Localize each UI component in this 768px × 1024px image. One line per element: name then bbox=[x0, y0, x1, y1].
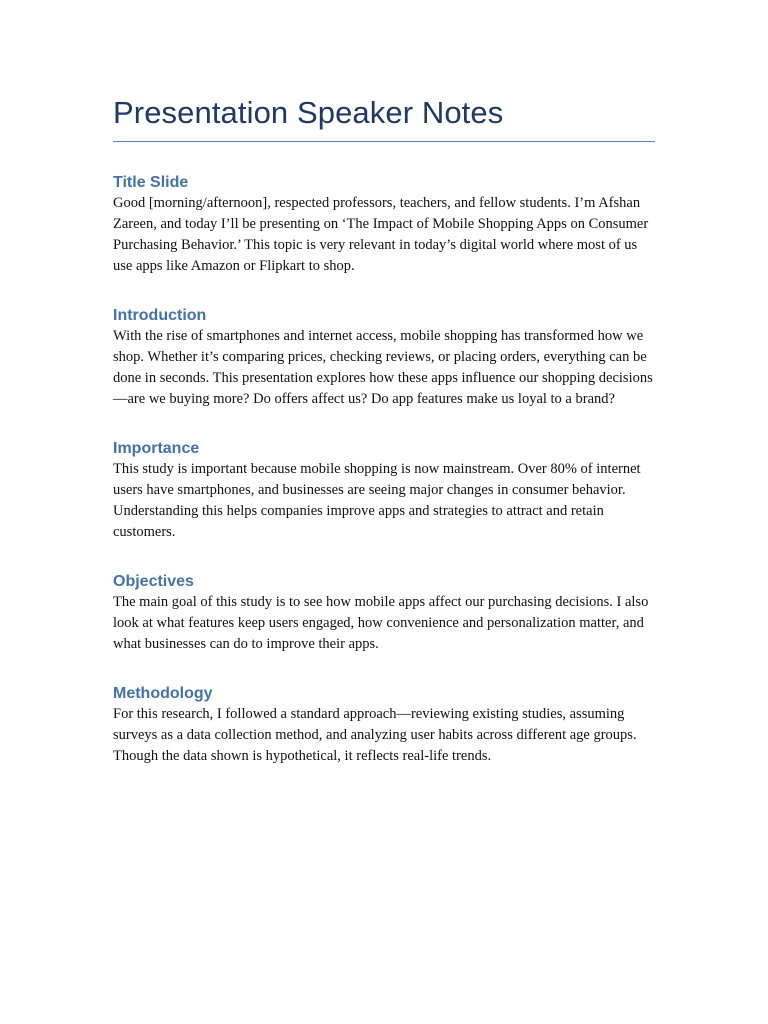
section-body: The main goal of this study is to see how mobile apps affect our purchasing decisions. I also look at what features keep users engaged, how convenience and personalization matter, and what businesses can do to improve their apps. bbox=[113, 594, 649, 652]
section-heading: Introduction bbox=[113, 307, 207, 324]
section-objectives bbox=[113, 572, 655, 655]
section-title-slide bbox=[113, 173, 655, 277]
section-methodology bbox=[113, 684, 655, 767]
section-body: Good [morning/afternoon], respected professors, teachers, and fellow students. I’m Afshan Zareen, and today I’ll be presenting on ‘The Impact of Mobile Shopping Apps on Consumer Purchasing Behavior.’ This topic is very relevant in today’s digital world where most of us use apps like Amazon or Flipkart to shop. bbox=[113, 195, 649, 274]
document-content bbox=[113, 92, 655, 767]
section-body: This study is important because mobile shopping is now mainstream. Over 80% of internet users have smartphones, and businesses are seeing major changes in consumer behavior. Understanding this helps companies improve apps and strategies to attract and retain customers. bbox=[113, 461, 641, 540]
section-body: For this research, I followed a standard approach—reviewing existing studies, assuming surveys as a data collection method, and analyzing user habits across different age groups. Though the data shown is hypothetical, it reflects real-life trends. bbox=[113, 706, 637, 764]
section-heading: Importance bbox=[113, 440, 200, 457]
section-heading: Objectives bbox=[113, 573, 194, 590]
section-heading: Title Slide bbox=[113, 174, 189, 191]
section-introduction bbox=[113, 306, 655, 410]
section-body: With the rise of smartphones and internet access, mobile shopping has transformed how we shop. Whether it’s comparing prices, checking reviews, or placing orders, everything can be done in seconds. This presentation explores how these apps influence our shopping decisions—are we buying more? Do offers affect us? Do app features make us loyal to a brand? bbox=[113, 328, 653, 407]
document-title: Presentation Speaker Notes bbox=[113, 92, 655, 142]
section-heading: Methodology bbox=[113, 685, 213, 702]
section-importance bbox=[113, 439, 655, 543]
